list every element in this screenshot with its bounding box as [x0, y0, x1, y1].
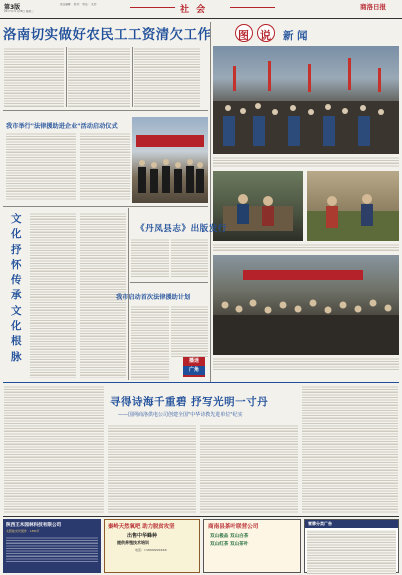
legal-col1	[131, 305, 169, 380]
date-line: 2017年11月28日 星期二	[4, 10, 34, 13]
ceremony-text-1	[6, 132, 76, 200]
ad-left-text	[6, 536, 98, 563]
nav-line: 责任编辑： 校对： 电话： 文化：	[60, 3, 99, 6]
rule	[3, 382, 399, 383]
photo-ceremony	[132, 117, 208, 203]
pic-news-char-4: 闻	[297, 30, 308, 42]
photo-ceremony-graphic	[132, 117, 208, 203]
section-rule-left	[130, 7, 175, 8]
rule	[132, 47, 133, 107]
section-rule-right	[230, 7, 275, 8]
bottom-col4	[302, 385, 398, 513]
ad-far-right-title: 雪牌分类广告	[305, 520, 398, 528]
ad-badge-line2: 广角	[183, 366, 205, 375]
photo-rally-graphic	[213, 255, 399, 355]
county-annals-title: 《丹凤县志》出版发行	[136, 224, 227, 234]
bottom-col3	[200, 424, 298, 513]
section-title: 社 会	[180, 5, 208, 15]
ad-right-banner: 商南县茶叶联营公司	[208, 524, 259, 530]
photo-crowd-graphic	[213, 46, 399, 154]
photo-workers-2	[307, 171, 399, 241]
rule	[3, 516, 399, 517]
ad-middle-banner: 秦岭天然氧吧 助力脱贫攻坚	[108, 524, 175, 530]
ad-right	[203, 519, 301, 573]
ad-far-right-text	[307, 530, 396, 574]
pic-news-char-3: 新	[283, 30, 294, 42]
picture-news-header	[213, 23, 399, 43]
culture-article-col1	[30, 212, 76, 378]
ad-badge	[183, 357, 205, 377]
rule	[210, 22, 211, 382]
rule	[66, 47, 67, 107]
pic-news-char-2: 说	[260, 29, 271, 42]
ad-middle	[104, 519, 200, 573]
edition-info	[305, 3, 355, 7]
photo-harvest-graphic	[307, 171, 399, 241]
page-number: 第3版	[4, 4, 21, 11]
county-annals-col1	[131, 238, 169, 278]
rule	[130, 282, 208, 283]
photo-caption-3	[213, 357, 399, 371]
ad-far-right	[304, 519, 399, 573]
main-article-col2	[68, 47, 130, 107]
photo-caption-2	[213, 243, 399, 252]
rule	[3, 110, 208, 111]
rule	[3, 206, 208, 207]
bottom-col2	[108, 424, 196, 513]
masthead	[0, 0, 402, 19]
bottom-headline: 寻得诗海千重碧 抒写光明一寸丹	[110, 396, 269, 408]
bottom-col1	[4, 385, 104, 513]
ad-right-product2: 双山红茶 双山茶叶	[210, 542, 249, 547]
pic-news-char-1: 图	[238, 29, 249, 42]
ad-left-banner: 陕西王木园林科技有限公司	[6, 523, 62, 528]
vertical-title: 文化抒怀传承文化根脉	[11, 213, 22, 363]
photo-crowd-event	[213, 46, 399, 154]
ceremony-text-2	[80, 132, 130, 200]
paper-name: 商洛日报	[360, 3, 386, 11]
ad-left-lines: 太阳能光伏组件 · LED灯	[6, 529, 40, 533]
photo-caption-1	[213, 156, 399, 168]
ad-middle-sub2: 提供养殖技术培训	[117, 540, 149, 545]
bottom-subtitle: ——国网商洛供电公司创建全国"中华诗教先进单位"纪实	[118, 412, 243, 418]
county-annals-col2	[171, 238, 208, 278]
photo-rally	[213, 255, 399, 355]
ad-left	[3, 519, 101, 573]
ad-badge-line1: 播迷	[188, 358, 199, 364]
main-headline: 洛南切实做好农民工工资清欠工作	[3, 28, 212, 43]
main-article-col3	[134, 47, 200, 107]
ad-middle-phone: 电话：138XXXXXXXX	[135, 548, 167, 552]
ad-right-product: 双山极品 双山白茶	[210, 534, 249, 539]
legal-title: 我市启动首次法律援助计划	[116, 294, 191, 301]
main-article-col1	[4, 47, 64, 107]
ceremony-title: 我市举行"法律援助进企业"活动启动仪式	[6, 123, 118, 130]
ad-middle-sub: 出售中华蜂种	[127, 533, 158, 539]
legal-col2	[171, 305, 208, 357]
